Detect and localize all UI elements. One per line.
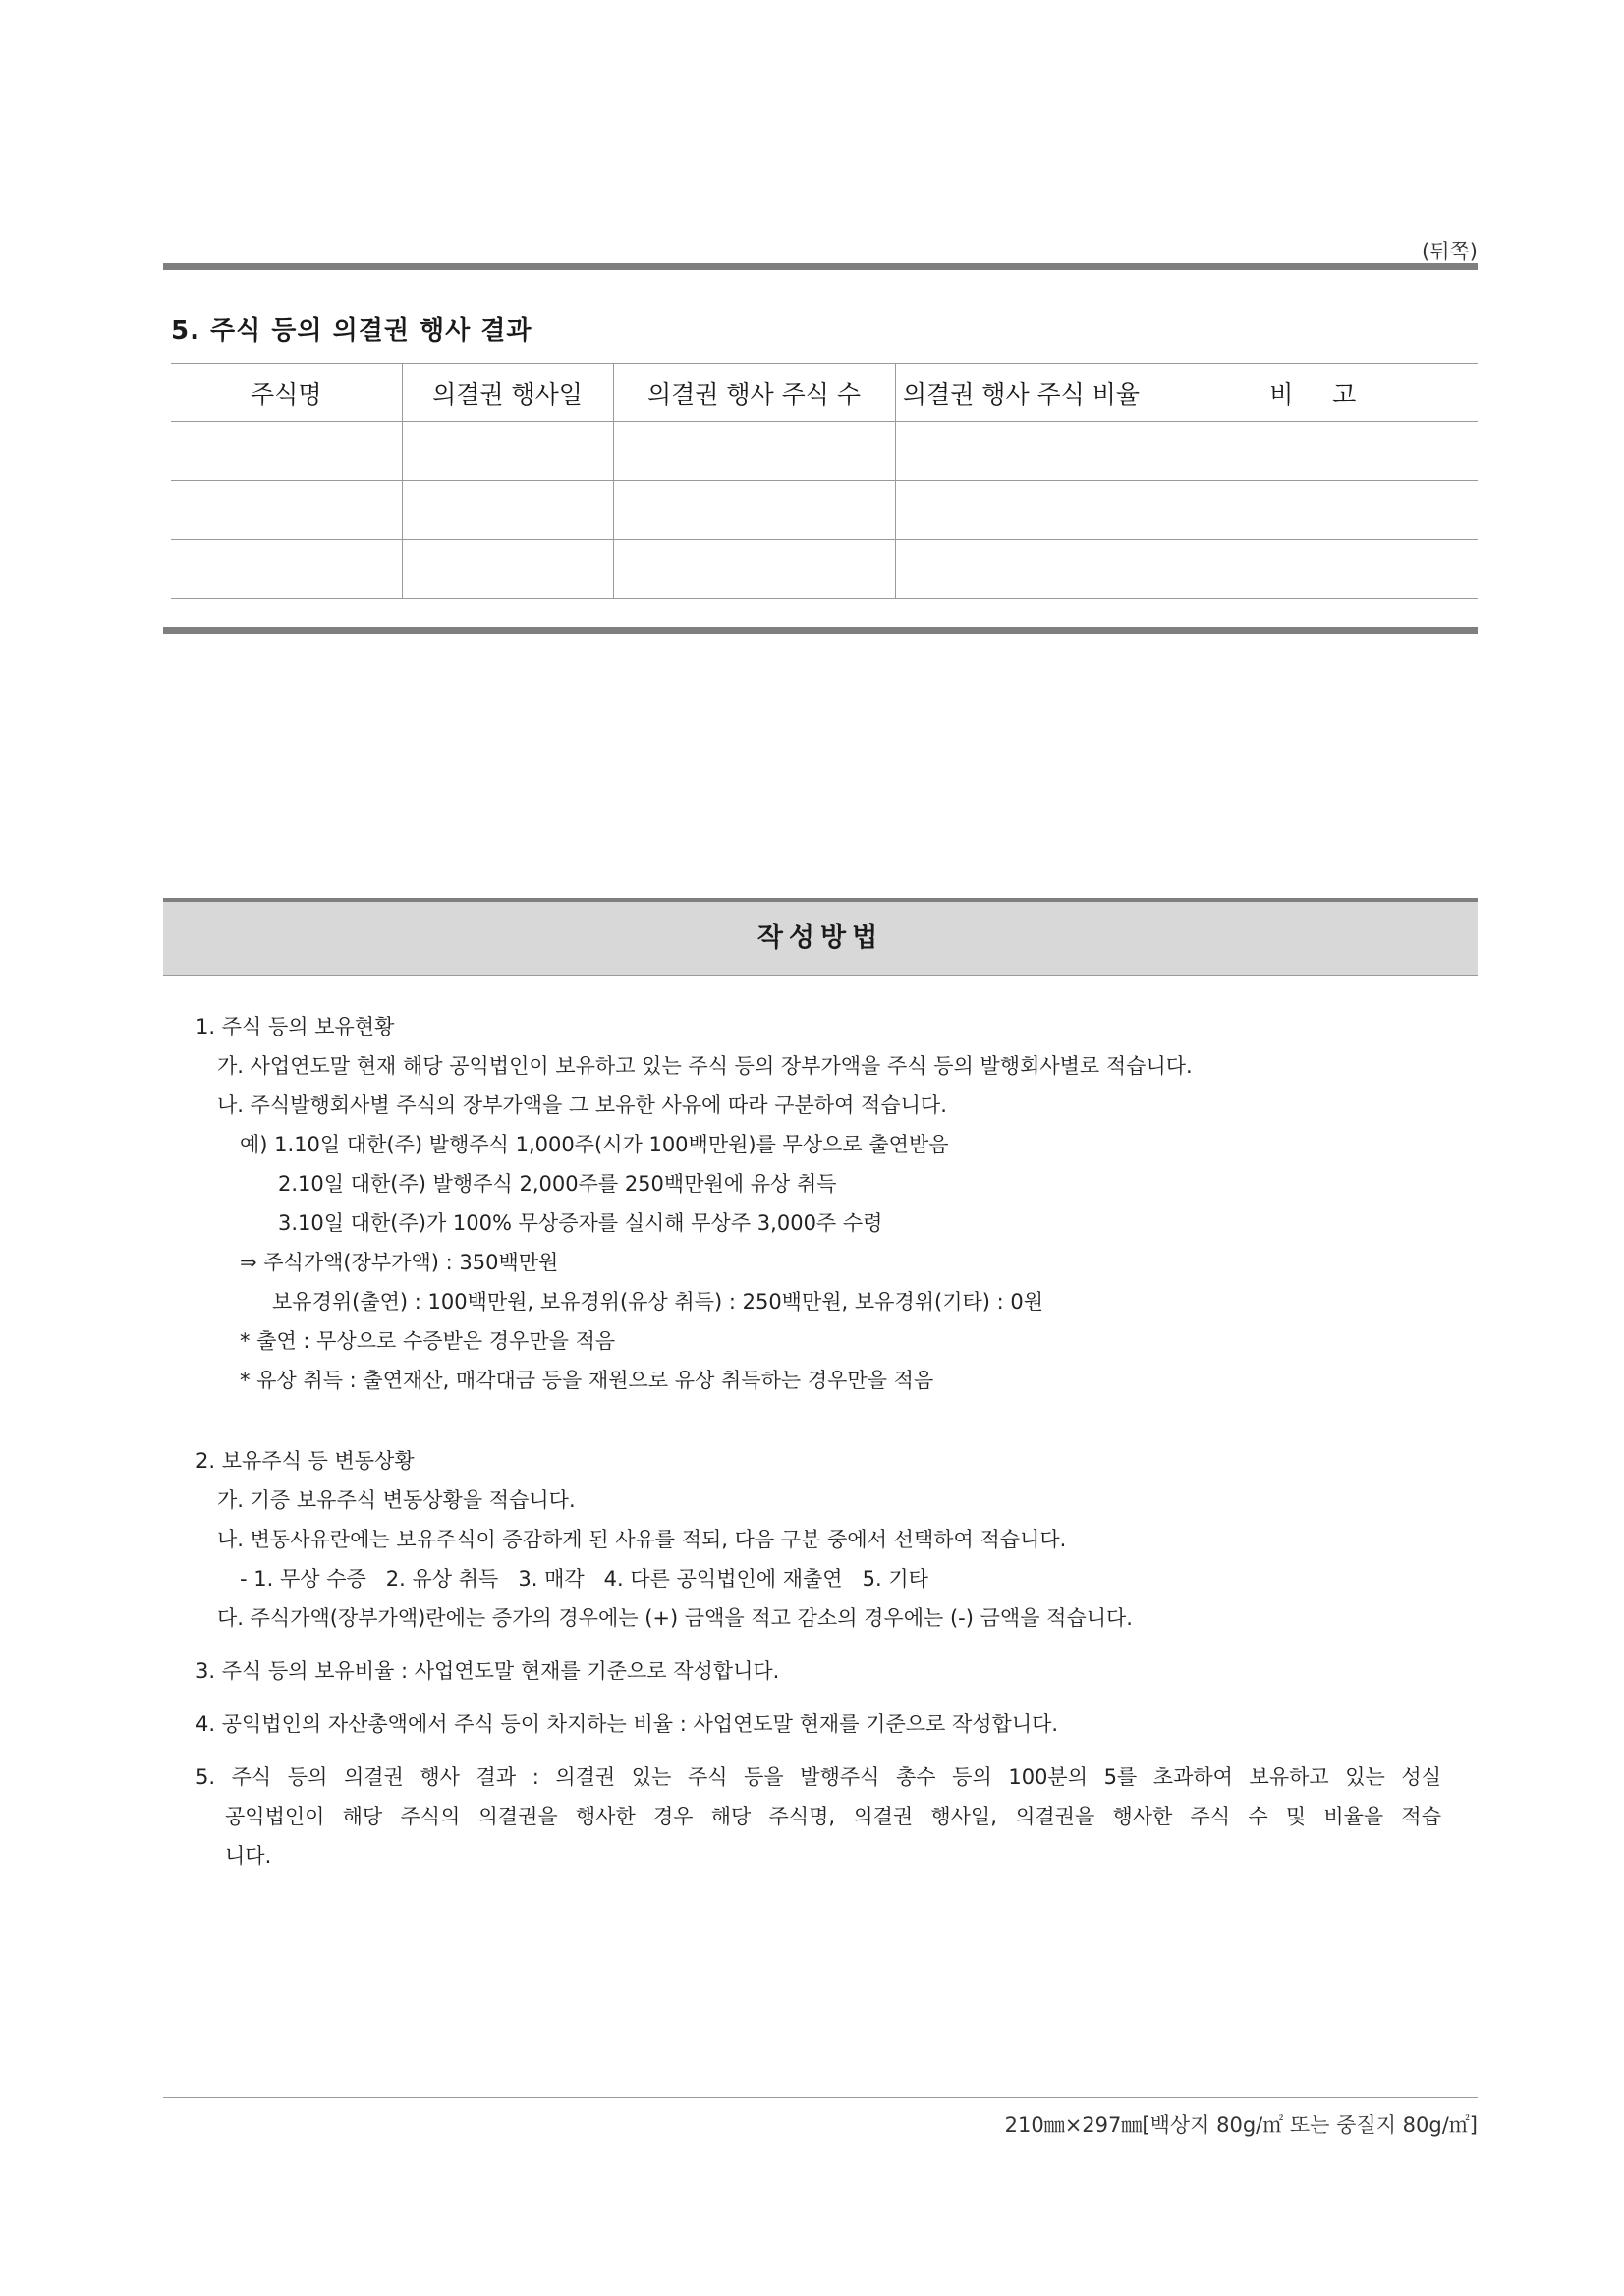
table-cell[interactable] <box>171 481 402 540</box>
table-cell[interactable] <box>1148 422 1478 481</box>
method-item-2a: 가. 기증 보유주식 변동상황을 적습니다. <box>217 1488 576 1512</box>
table-cell[interactable] <box>613 481 895 540</box>
voting-results-table <box>171 363 1478 599</box>
method-item-1a: 가. 사업연도말 현재 해당 공익법인이 보유하고 있는 주식 등의 장부가액을 주식 등의 발행회사별로 적습니다. <box>217 1054 1193 1078</box>
method-item-2b-options: - 1. 무상 수증 2. 유상 취득 3. 매각 4. 다른 공익법인에 재출연 5. 기타 <box>240 1567 928 1591</box>
table-row <box>171 481 1478 540</box>
method-item-2: 2. 보유주식 등 변동상황 <box>196 1449 415 1473</box>
paper-spec-footer: 210㎜×297㎜[백상지 80g/㎡ 또는 중질지 80g/㎡] <box>1004 2113 1478 2137</box>
method-item-2b: 나. 변동사유란에는 보유주식이 증감하게 된 사유를 적되, 다음 구분 중에서 선택하여 적습니다. <box>217 1528 1067 1551</box>
table-cell[interactable] <box>402 481 613 540</box>
table-cell[interactable] <box>402 540 613 599</box>
top-divider <box>163 263 1478 270</box>
table-cell[interactable] <box>1148 540 1478 599</box>
table-cell[interactable] <box>171 540 402 599</box>
header-remarks: 비 고 <box>1148 364 1478 422</box>
method-note-2: * 유상 취득 : 출연재산, 매각대금 등을 재원으로 유상 취득하는 경우만을 적음 <box>240 1369 934 1392</box>
table-cell[interactable] <box>402 422 613 481</box>
method-item-4: 4. 공익법인의 자산총액에서 주식 등이 차지하는 비율 : 사업연도말 현재를 기준으로 작성합니다. <box>196 1712 1059 1736</box>
header-voting-date: 의결권 행사일 <box>402 364 613 422</box>
method-item-5-line3: 니다. <box>225 1844 272 1868</box>
method-example-3: 3.10일 대한(주)가 100% 무상증자를 실시해 무상주 3,000주 수령 <box>278 1211 883 1235</box>
table-cell[interactable] <box>171 422 402 481</box>
method-note-1: * 출연 : 무상으로 수증받은 경우만을 적음 <box>240 1329 616 1353</box>
table-header-row <box>171 364 1478 422</box>
table-bottom-divider <box>163 627 1478 634</box>
table-cell[interactable] <box>895 422 1148 481</box>
table-cell[interactable] <box>1148 481 1478 540</box>
table-cell[interactable] <box>895 540 1148 599</box>
header-stock-name: 주식명 <box>171 364 402 422</box>
section-title: 5. 주식 등의 의결권 행사 결과 <box>171 316 532 346</box>
table-cell[interactable] <box>895 481 1148 540</box>
method-example-result: ⇒ 주식가액(장부가액) : 350백만원 <box>240 1251 559 1274</box>
table-cell[interactable] <box>613 540 895 599</box>
method-example-breakdown: 보유경위(출연) : 100백만원, 보유경위(유상 취득) : 250백만원, 보유경위(기타) : 0원 <box>272 1290 1044 1314</box>
table-row <box>171 540 1478 599</box>
method-item-1: 1. 주식 등의 보유현황 <box>196 1015 395 1038</box>
method-item-1b: 나. 주식발행회사별 주식의 장부가액을 그 보유한 사유에 따라 구분하여 적습니다. <box>217 1093 947 1117</box>
table-cell[interactable] <box>613 422 895 481</box>
method-heading: 작성방법 <box>163 898 1478 976</box>
method-item-5-line2: 공익법인이 해당 주식의 의결권을 행사한 경우 해당 주식명, 의결권 행사일, 의결권을 행사한 주식 수 및 비율을 적습 <box>225 1805 1441 1828</box>
header-voting-shares: 의결권 행사 주식 수 <box>613 364 895 422</box>
footer-divider <box>163 2097 1478 2098</box>
method-item-3: 3. 주식 등의 보유비율 : 사업연도말 현재를 기준으로 작성합니다. <box>196 1659 780 1683</box>
method-example-1: 예) 1.10일 대한(주) 발행주식 1,000주(시가 100백만원)를 무상으로 출연받음 <box>240 1133 949 1156</box>
table-row <box>171 422 1478 481</box>
method-item-5-line1: 5. 주식 등의 의결권 행사 결과 : 의결권 있는 주식 등을 발행주식 총수 등의 100분의 5를 초과하여 보유하고 있는 성실 <box>196 1765 1441 1789</box>
page-side-label: (뒤쪽) <box>1422 240 1478 263</box>
method-item-2c: 다. 주식가액(장부가액)란에는 증가의 경우에는 (+) 금액을 적고 감소의 경우에는 (-) 금액을 적습니다. <box>217 1606 1133 1630</box>
method-example-2: 2.10일 대한(주) 발행주식 2,000주를 250백만원에 유상 취득 <box>278 1172 837 1196</box>
header-voting-ratio: 의결권 행사 주식 비율 <box>895 364 1148 422</box>
